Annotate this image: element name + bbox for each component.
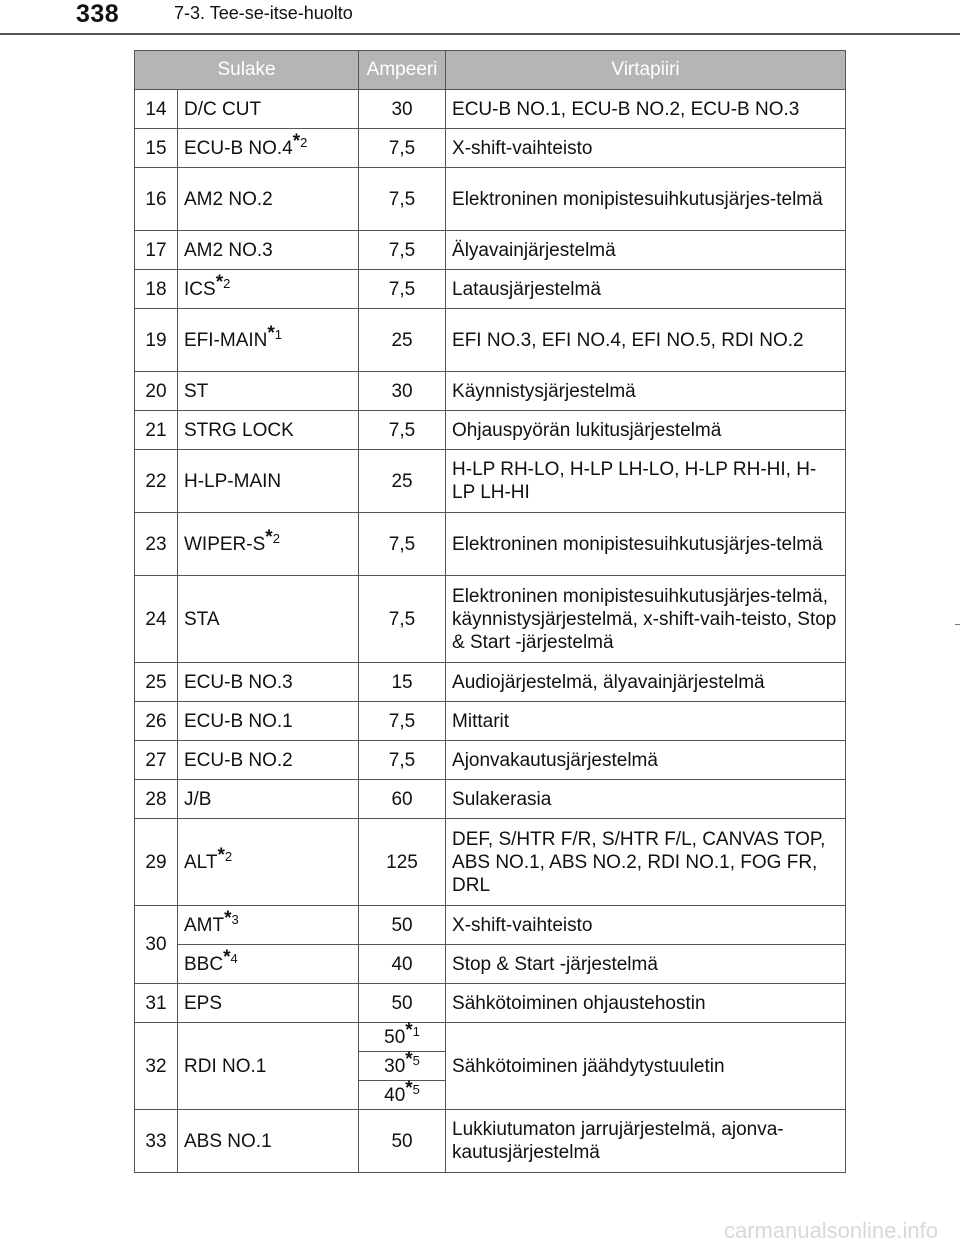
- fuse-ampere: 7,5: [359, 411, 446, 450]
- fuse-circuit: Audiojärjestelmä, älyavainjärjestelmä: [446, 663, 846, 702]
- fuse-name-cell: [178, 945, 359, 984]
- fuse-circuit: Käynnistysjärjestelmä: [446, 372, 846, 411]
- fuse-ampere: 15: [359, 663, 446, 702]
- table-row: [135, 1023, 846, 1052]
- column-header-ampere: Ampeeri: [359, 51, 446, 90]
- table-row: [135, 702, 846, 741]
- fuse-number: 30: [135, 906, 178, 984]
- fuse-ampere-cell: [359, 1077, 446, 1110]
- fuse-name-cell: [178, 270, 359, 309]
- fuse-circuit: ECU-B NO.1, ECU-B NO.2, ECU-B NO.3: [446, 90, 846, 129]
- fuse-circuit: Sähkötoiminen ohjaustehostin: [446, 984, 846, 1023]
- table-row: [135, 906, 846, 945]
- table-header-row: [135, 51, 846, 90]
- column-header-circuit: Virtapiiri: [446, 51, 846, 90]
- fuse-circuit: Mittarit: [446, 702, 846, 741]
- footnote-ref: [292, 130, 308, 152]
- fuse-number: 22: [135, 450, 178, 513]
- table-row: [135, 129, 846, 168]
- fuse-ampere: 50: [384, 1026, 406, 1048]
- fuse-ampere: 7,5: [359, 576, 446, 663]
- footnote-star: *: [292, 130, 301, 152]
- fuse-number: 15: [135, 129, 178, 168]
- fuse-ampere: 125: [359, 819, 446, 906]
- fuse-ampere: 7,5: [359, 168, 446, 231]
- fuse-name: AM2 NO.2: [178, 168, 359, 231]
- fuse-circuit: Älyavainjärjestelmä: [446, 231, 846, 270]
- footnote-ref: [267, 322, 283, 344]
- page-number: 338: [76, 0, 120, 28]
- table-row: [135, 576, 846, 663]
- table-row: [135, 663, 846, 702]
- fuse-number: 27: [135, 741, 178, 780]
- fuse-number: 25: [135, 663, 178, 702]
- footnote-ref: [217, 844, 233, 866]
- fuse-ampere: 7,5: [359, 513, 446, 576]
- fuse-name: ECU-B NO.2: [178, 741, 359, 780]
- fuse-number: 32: [135, 1023, 178, 1110]
- footnote-star: *: [405, 1077, 413, 1099]
- footnote-ref: [405, 1077, 420, 1099]
- fuse-number: 23: [135, 513, 178, 576]
- fuse-circuit: EFI NO.3, EFI NO.4, EFI NO.5, RDI NO.2: [446, 309, 846, 372]
- fuse-number: 28: [135, 780, 178, 819]
- footnote-ref: [215, 271, 231, 293]
- fuse-ampere: 7,5: [359, 741, 446, 780]
- fuse-circuit: Lukkiutumaton jarrujärjestelmä, ajonva-kautusjärjestelmä: [446, 1110, 846, 1173]
- section-title: 7-3. Tee-se-itse-huolto: [174, 3, 353, 23]
- fuse-number: 31: [135, 984, 178, 1023]
- fuse-number: 16: [135, 168, 178, 231]
- page-header: [0, 0, 960, 40]
- fuse-circuit: DEF, S/HTR F/R, S/HTR F/L, CANVAS TOP, ABS NO.1, ABS NO.2, RDI NO.1, FOG FR, DRL: [446, 819, 846, 906]
- fuse-number: 24: [135, 576, 178, 663]
- footnote-star: *: [265, 526, 273, 548]
- fuse-ampere: 40: [359, 945, 446, 984]
- footnote-star: *: [405, 1019, 413, 1041]
- fuse-number: 19: [135, 309, 178, 372]
- table-row: [135, 819, 846, 906]
- table-row: [135, 513, 846, 576]
- fuse-number: 26: [135, 702, 178, 741]
- fuse-name-cell: [178, 513, 359, 576]
- fuse-circuit: Sähkötoiminen jäähdytystuuletin: [446, 1023, 846, 1110]
- fuse-name: D/C CUT: [178, 90, 359, 129]
- fuse-table: [134, 50, 846, 1173]
- footnote-star: *: [224, 907, 232, 929]
- fuse-name: BBC: [184, 953, 224, 975]
- fuse-name: ICS: [184, 278, 216, 300]
- fuse-name: AM2 NO.3: [178, 231, 359, 270]
- fuse-circuit: Sulakerasia: [446, 780, 846, 819]
- fuse-ampere: 40: [384, 1084, 406, 1106]
- fuse-circuit: Latausjärjestelmä: [446, 270, 846, 309]
- fuse-name: STRG LOCK: [178, 411, 359, 450]
- table-row: [135, 372, 846, 411]
- fuse-ampere-cell: [359, 1048, 446, 1081]
- watermark-text: carmanualsonline.info: [723, 1218, 938, 1243]
- fuse-ampere: 7,5: [359, 129, 446, 168]
- table-row: [135, 450, 846, 513]
- fuse-number: 21: [135, 411, 178, 450]
- table-row: [135, 780, 846, 819]
- fuse-number: 20: [135, 372, 178, 411]
- fuse-ampere: 30: [359, 90, 446, 129]
- table-row: [135, 984, 846, 1023]
- footnote-ref: [223, 946, 238, 968]
- table-row: [135, 90, 846, 129]
- fuse-name-cell: [178, 309, 359, 372]
- fuse-name-cell: [178, 819, 359, 906]
- footnote-number: 2: [224, 848, 233, 864]
- footnote-number: 3: [231, 911, 239, 927]
- fuse-circuit: Stop & Start -järjestelmä: [446, 945, 846, 984]
- fuse-ampere: 7,5: [359, 702, 446, 741]
- fuse-number: 33: [135, 1110, 178, 1173]
- fuse-number: 29: [135, 819, 178, 906]
- fuse-name: ALT: [184, 851, 218, 873]
- footnote-number: 2: [272, 530, 280, 546]
- footnote-number: 5: [412, 1081, 420, 1097]
- fuse-name: ST: [178, 372, 359, 411]
- footnote-star: *: [405, 1048, 413, 1070]
- fuse-ampere-cell: [359, 1019, 446, 1052]
- table-row: [135, 168, 846, 231]
- table-row: [135, 411, 846, 450]
- footnote-star: *: [217, 844, 225, 866]
- fuse-circuit: Elektroninen monipistesuihkutusjärjes-telmä, käynnistysjärjestelmä, x-shift-vaih-teisto, Stop & Start -järjestelmä: [446, 576, 846, 663]
- fuse-ampere: 50: [359, 906, 446, 945]
- fuse-name: EPS: [178, 984, 359, 1023]
- fuse-name: H-LP-MAIN: [178, 450, 359, 513]
- fuse-name: STA: [178, 576, 359, 663]
- footnote-star: *: [215, 271, 224, 293]
- table-row: [135, 1110, 846, 1173]
- fuse-ampere: 25: [359, 309, 446, 372]
- fuse-name: ABS NO.1: [178, 1110, 359, 1173]
- fuse-ampere: 30: [384, 1055, 406, 1077]
- fuse-name: ECU-B NO.4: [184, 137, 293, 159]
- fuse-name: ECU-B NO.1: [178, 702, 359, 741]
- fuse-number: 17: [135, 231, 178, 270]
- fuse-name-cell: [178, 129, 359, 168]
- table-row: [135, 741, 846, 780]
- fuse-name: AMT: [184, 914, 225, 936]
- footnote-number: 2: [223, 275, 231, 291]
- fuse-ampere: 50: [359, 984, 446, 1023]
- header-divider: [0, 33, 960, 35]
- fuse-name: ECU-B NO.3: [178, 663, 359, 702]
- fuse-number: 14: [135, 90, 178, 129]
- fuse-name: RDI NO.1: [178, 1023, 359, 1110]
- footnote-ref: [405, 1048, 420, 1070]
- fuse-name: J/B: [178, 780, 359, 819]
- footnote-ref: [405, 1019, 420, 1041]
- page-edge-mark: [955, 624, 960, 625]
- fuse-circuit: Ajonvakautusjärjestelmä: [446, 741, 846, 780]
- column-header-fuse: Sulake: [135, 51, 359, 90]
- footnote-number: 4: [230, 950, 238, 966]
- fuse-number: 18: [135, 270, 178, 309]
- footnote-number: 1: [274, 326, 283, 342]
- table-row: [135, 945, 846, 984]
- footnote-number: 5: [412, 1052, 420, 1068]
- fuse-ampere: 7,5: [359, 231, 446, 270]
- fuse-name: WIPER-S: [184, 533, 266, 555]
- footnote-number: 2: [300, 134, 308, 150]
- fuse-name: EFI-MAIN: [184, 329, 268, 351]
- fuse-ampere: 60: [359, 780, 446, 819]
- fuse-circuit: Elektroninen monipistesuihkutusjärjes-telmä: [446, 513, 846, 576]
- fuse-circuit: H-LP RH-LO, H-LP LH-LO, H-LP RH-HI, H-LP LH-HI: [446, 450, 846, 513]
- footnote-star: *: [223, 946, 231, 968]
- table-row: [135, 231, 846, 270]
- footnote-number: 1: [412, 1023, 420, 1039]
- fuse-ampere: 30: [359, 372, 446, 411]
- fuse-circuit: X-shift-vaihteisto: [446, 129, 846, 168]
- fuse-name-cell: [178, 906, 359, 945]
- table-row: [135, 309, 846, 372]
- fuse-circuit: X-shift-vaihteisto: [446, 906, 846, 945]
- fuse-ampere: 50: [359, 1110, 446, 1173]
- footnote-ref: [265, 526, 280, 548]
- footnote-star: *: [267, 322, 275, 344]
- table-row: [135, 270, 846, 309]
- fuse-ampere: 7,5: [359, 270, 446, 309]
- fuse-circuit: Ohjauspyörän lukitusjärjestelmä: [446, 411, 846, 450]
- fuse-ampere: 25: [359, 450, 446, 513]
- fuse-circuit: Elektroninen monipistesuihkutusjärjes-telmä: [446, 168, 846, 231]
- footnote-ref: [224, 907, 239, 929]
